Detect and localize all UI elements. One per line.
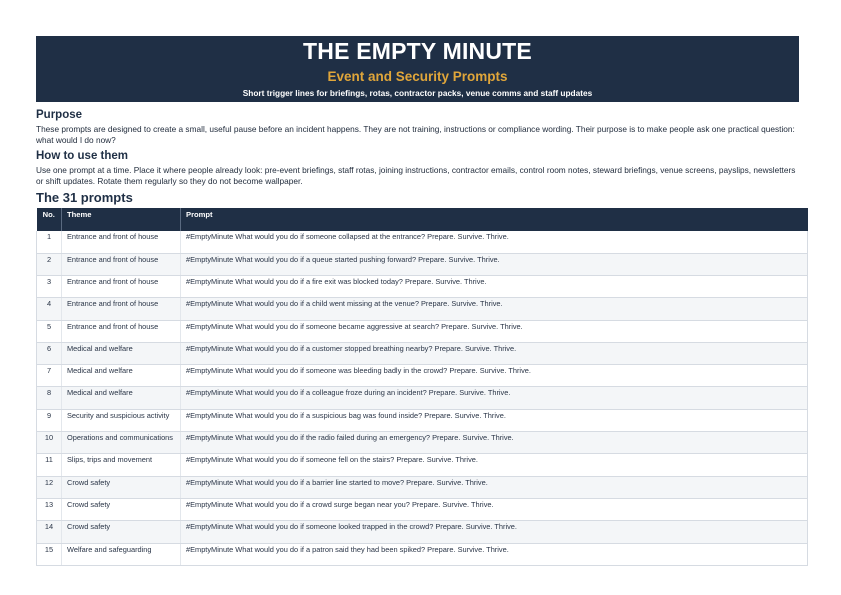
cell-no: 9 <box>37 409 62 431</box>
cell-prompt: #EmptyMinute What would you do if the radio failed during an emergency? Prepare. Survive. Thrive. <box>181 432 808 454</box>
cell-theme: Medical and welfare <box>62 365 181 387</box>
cell-no: 5 <box>37 320 62 342</box>
purpose-text: These prompts are designed to create a small, useful pause before an incident happens. They are not training, instructions or compliance wording. Their purpose is to make people ask one practical question: what would I do now? <box>36 124 795 145</box>
table-row <box>37 543 808 565</box>
document-title: THE EMPTY MINUTE <box>303 38 532 64</box>
cell-theme: Operations and communications <box>62 432 181 454</box>
document-tagline: Short trigger lines for briefings, rotas, contractor packs, venue comms and staff updates <box>242 88 593 98</box>
cell-theme: Crowd safety <box>62 521 181 543</box>
cell-no: 1 <box>37 231 62 253</box>
table-body <box>37 231 808 565</box>
cell-theme: Slips, trips and movement <box>62 454 181 476</box>
table-row <box>37 298 808 320</box>
table-header-row <box>37 208 808 231</box>
table-row <box>37 387 808 409</box>
table-row <box>37 521 808 543</box>
cell-prompt: #EmptyMinute What would you do if a child went missing at the venue? Prepare. Survive. Thrive. <box>181 298 808 320</box>
cell-prompt: #EmptyMinute What would you do if a crowd surge began near you? Prepare. Survive. Thrive. <box>181 498 808 520</box>
cell-prompt: #EmptyMinute What would you do if someone became aggressive at search? Prepare. Survive. Thrive. <box>181 320 808 342</box>
cell-prompt: #EmptyMinute What would you do if someone looked trapped in the crowd? Prepare. Survive. Thrive. <box>181 521 808 543</box>
document-page <box>36 36 807 566</box>
cell-theme: Welfare and safeguarding <box>62 543 181 565</box>
cell-prompt: #EmptyMinute What would you do if a suspicious bag was found inside? Prepare. Survive. Thrive. <box>181 409 808 431</box>
cell-no: 11 <box>37 454 62 476</box>
cell-no: 10 <box>37 432 62 454</box>
cell-theme: Medical and welfare <box>62 387 181 409</box>
cell-theme: Entrance and front of house <box>62 275 181 297</box>
table-row <box>37 409 808 431</box>
cell-theme: Entrance and front of house <box>62 320 181 342</box>
cell-theme: Entrance and front of house <box>62 231 181 253</box>
cell-no: 4 <box>37 298 62 320</box>
how-to-use-text: Use one prompt at a time. Place it where people already look: pre-event briefings, staff rotas, joining instructions, contractor emails, control room notes, steward briefings, venue screens, payslips, newsletters or shift updates. Rotate them regularly so they do not become wallpaper. <box>36 165 796 186</box>
title-banner <box>36 36 799 102</box>
cell-no: 2 <box>37 253 62 275</box>
cell-prompt: #EmptyMinute What would you do if a patron said they had been spiked? Prepare. Survive. Thrive. <box>181 543 808 565</box>
cell-no: 7 <box>37 365 62 387</box>
cell-theme: Entrance and front of house <box>62 253 181 275</box>
cell-prompt: #EmptyMinute What would you do if a customer stopped breathing nearby? Prepare. Survive. Thrive. <box>181 342 808 364</box>
cell-prompt: #EmptyMinute What would you do if a queue started pushing forward? Prepare. Survive. Thrive. <box>181 253 808 275</box>
cell-theme: Crowd safety <box>62 476 181 498</box>
how-to-use-heading: How to use them <box>36 150 129 163</box>
table-row <box>37 365 808 387</box>
cell-no: 8 <box>37 387 62 409</box>
column-header-prompt: Prompt <box>181 208 808 231</box>
cell-prompt: #EmptyMinute What would you do if a fire exit was blocked today? Prepare. Survive. Thrive. <box>181 275 808 297</box>
column-header-theme: Theme <box>62 208 181 231</box>
cell-prompt: #EmptyMinute What would you do if a barrier line started to move? Prepare. Survive. Thrive. <box>181 476 808 498</box>
cell-no: 6 <box>37 342 62 364</box>
cell-theme: Entrance and front of house <box>62 298 181 320</box>
table-row <box>37 320 808 342</box>
cell-theme: Medical and welfare <box>62 342 181 364</box>
prompts-heading: The 31 prompts <box>36 190 133 206</box>
prompts-table <box>36 208 808 565</box>
cell-theme: Crowd safety <box>62 498 181 520</box>
table-row <box>37 342 808 364</box>
cell-prompt: #EmptyMinute What would you do if a colleague froze during an incident? Prepare. Survive. Thrive. <box>181 387 808 409</box>
cell-theme: Security and suspicious activity <box>62 409 181 431</box>
table-row <box>37 476 808 498</box>
table-row <box>37 253 808 275</box>
cell-prompt: #EmptyMinute What would you do if someone collapsed at the entrance? Prepare. Survive. Thrive. <box>181 231 808 253</box>
table-row <box>37 432 808 454</box>
table-row <box>37 275 808 297</box>
table-row <box>37 231 808 253</box>
cell-no: 3 <box>37 275 62 297</box>
table-row <box>37 454 808 476</box>
cell-no: 14 <box>37 521 62 543</box>
column-header-no: No. <box>37 208 62 231</box>
cell-prompt: #EmptyMinute What would you do if someone was bleeding badly in the crowd? Prepare. Survive. Thrive. <box>181 365 808 387</box>
cell-no: 15 <box>37 543 62 565</box>
cell-no: 12 <box>37 476 62 498</box>
document-subtitle: Event and Security Prompts <box>327 69 508 84</box>
purpose-heading: Purpose <box>36 109 83 121</box>
cell-no: 13 <box>37 498 62 520</box>
cell-prompt: #EmptyMinute What would you do if someone fell on the stairs? Prepare. Survive. Thrive. <box>181 454 808 476</box>
table-row <box>37 498 808 520</box>
